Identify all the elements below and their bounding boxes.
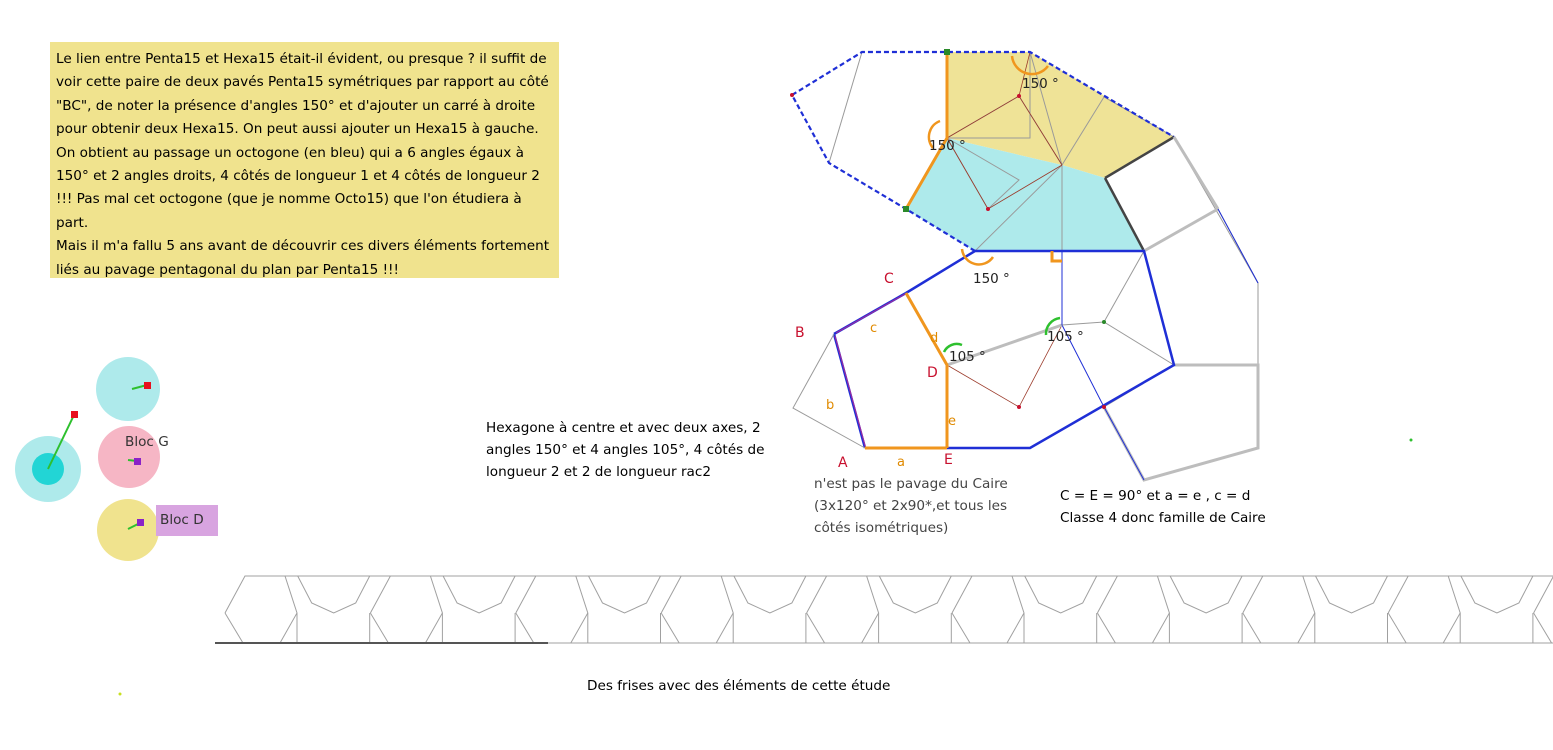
frieze-tile [298,576,370,613]
side-d: d [930,331,939,346]
frieze-tile [589,576,661,613]
stray-point-2 [119,693,122,696]
side-a: a [897,455,905,470]
bloc-d-label: Bloc D [156,505,218,536]
label-E: E [944,452,953,468]
angle-150-bottom: 150 ° [973,271,1010,287]
side-e: e [948,414,956,429]
note-paragraph-2: Mais il m'a fallu 5 ans avant de découvrir ces divers éléments fortement liés au pavage pentagonal du plan par Penta15 !!! [56,238,550,278]
hexagon-line-1: Hexagone à centre et avec deux axes, 2 [486,420,761,436]
label-C: C [884,271,894,287]
frieze-tile [516,576,588,643]
stray-point [1410,439,1413,442]
label-A: A [838,455,848,471]
hexagon-line-2: angles 150° et 4 angles 105°, 4 côtés de [486,442,765,458]
caire-line-3: côtés isométriques) [814,520,949,536]
frieze-tile [661,576,733,643]
label-D: D [927,365,938,381]
class-line-2: Classe 4 donc famille de Caire [1060,510,1266,526]
blue-thin-edge-2 [1062,325,1144,480]
frieze-tile [879,576,951,613]
frieze-tile [1534,576,1553,643]
hexagon-description [486,417,765,483]
side-c: c [870,321,878,336]
gray-thin-right-2 [1104,251,1144,322]
angle-105-right: 105 ° [1047,329,1084,345]
angle-150-top: 150 ° [1022,76,1059,92]
label-B: B [795,325,805,341]
angle-105-left: 105 ° [949,349,986,365]
class-note [1060,485,1266,529]
frieze-tile [807,576,879,643]
frieze-caption: Des frises avec des éléments de cette étude [587,678,891,694]
hexagon-line-3: longueur 2 et 2 de longueur rac2 [486,464,711,480]
frieze-tile [1388,576,1460,643]
frieze-tile [1316,576,1388,613]
class-line-1: C = E = 90° et a = e , c = d [1060,488,1251,504]
note-paragraph-1: Le lien entre Penta15 et Hexa15 était-il évident, ou presque ? il suffit de voir cette paire de deux pavés Penta15 symétriques par rapport au côté "BC", de noter la présence d'angles 150° et d'ajouter un carré à droite pour obtenir deux Hexa15. On peut aussi ajouter un Hexa15 à gauche. On obtient au passage un octogone (en bleu) qui a 6 angles égaux à 150° et 2 angles droits, 4 côtés de longueur 1 et 4 côtés de longueur 2 !!! Pas mal cet octogone (que je nomme Octo15) que l'on étudiera à part. [56,51,549,231]
frieze-tile [952,576,1024,643]
side-b: b [826,398,835,413]
frieze-tile [225,576,297,643]
angle-150-left: 150 ° [929,138,966,154]
caire-line-1: n'est pas le pavage du Caire [814,476,1008,492]
caire-line-2: (3x120° et 2x90*,et tous les [814,498,1008,514]
blue-thin-edge [1218,209,1258,283]
caire-note [814,473,1008,539]
frieze-pattern [215,576,1553,643]
frieze-tile [370,576,442,643]
frieze-tile [1097,576,1169,643]
frieze-tile [1025,576,1097,613]
bloc-g-label: Bloc G [125,434,169,450]
frieze-tile [1461,576,1533,613]
frieze-tile [1170,576,1242,613]
frieze-tile [1243,576,1315,643]
vertex-labels [795,271,953,471]
gray-left-tri [793,334,865,448]
frieze-tile [443,576,515,613]
purple-edge-b [835,336,866,449]
frieze-tile [734,576,806,613]
